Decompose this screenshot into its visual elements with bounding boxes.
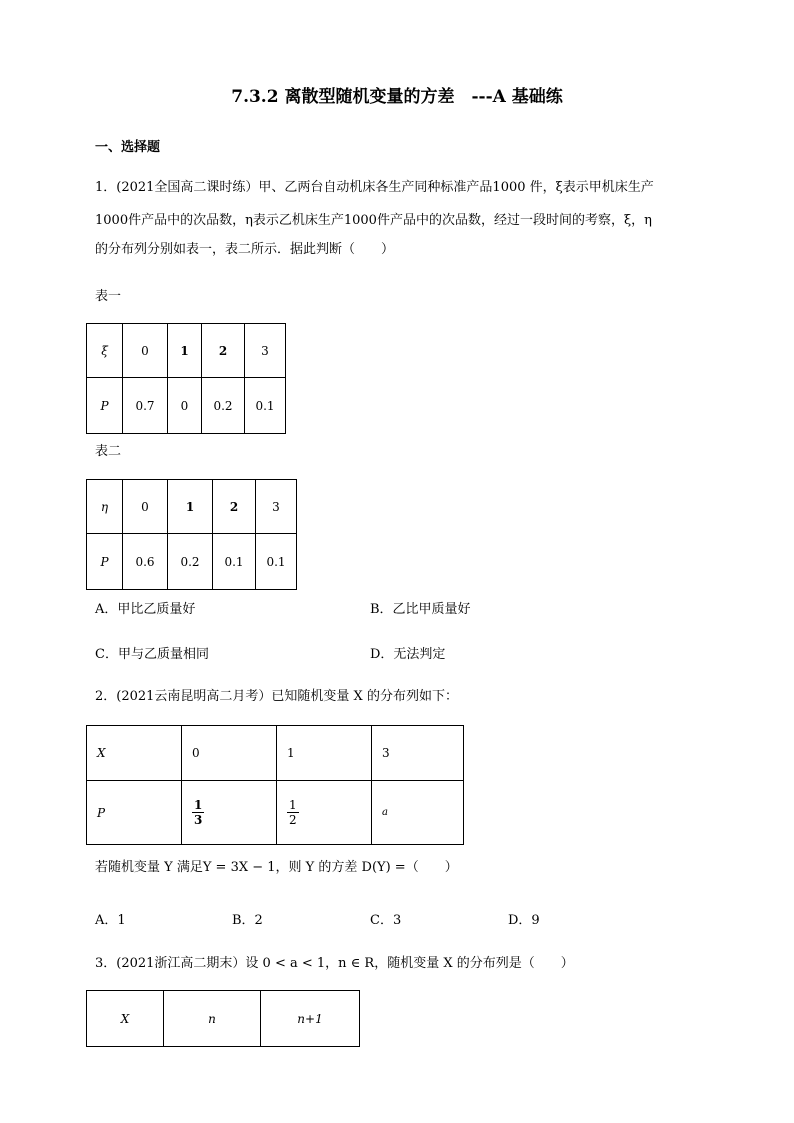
- q1-option-c[interactable]: C．甲与乙质量相同: [95, 647, 209, 662]
- table3-x0: 0: [182, 726, 277, 781]
- q2-option-b[interactable]: B．2: [232, 913, 263, 928]
- fraction-one-third: $\frac{1}{3}$: [194, 798, 203, 827]
- table4: [86, 990, 360, 1047]
- q1-line3: 的分布列分别如表一，表二所示．据此判断（ ）: [95, 242, 395, 257]
- table4-x0: n: [164, 991, 261, 1047]
- table2-x1: 1: [168, 480, 213, 534]
- table3-p2: a: [372, 781, 464, 845]
- q2-option-a[interactable]: A．1: [95, 913, 126, 928]
- table2-p2: 0.1: [213, 534, 256, 590]
- section-heading: 一、选择题: [95, 140, 161, 155]
- table1-x3: 3: [245, 324, 286, 378]
- q2-option-d[interactable]: D．9: [508, 913, 540, 928]
- table1-caption: 表一: [95, 289, 122, 304]
- table1-p-label: P: [87, 378, 123, 434]
- q1-line1: 1．(2021全国高二课时练）甲、乙两台自动机床各生产同种标准产品1000 件，ξ表示甲机床生产: [95, 180, 654, 195]
- table2-x2: 2: [213, 480, 256, 534]
- q1-option-a[interactable]: A．甲比乙质量好: [95, 602, 196, 617]
- table3-p0: [182, 781, 277, 845]
- table1-x2: 2: [202, 324, 245, 378]
- table2-p1: 0.2: [168, 534, 213, 590]
- table1-x1: 1: [168, 324, 202, 378]
- table3-p1: [277, 781, 372, 845]
- table3-x2: 3: [372, 726, 464, 781]
- table2-caption: 表二: [95, 444, 122, 459]
- table3-x1: 1: [277, 726, 372, 781]
- q2-option-c[interactable]: C．3: [370, 913, 402, 928]
- table1-p2: 0.2: [202, 378, 245, 434]
- table2-p-label: P: [87, 534, 123, 590]
- table1: [86, 323, 286, 434]
- table2-x3: 3: [256, 480, 297, 534]
- table2-var: η: [87, 480, 123, 534]
- table1-x0: 0: [123, 324, 168, 378]
- fraction-one-half: $\frac{1}{2}$: [289, 798, 297, 827]
- table1-var: ξ: [87, 324, 123, 378]
- table2-x0: 0: [123, 480, 168, 534]
- page-title: 7.3.2 离散型随机变量的方差 ---A 基础练: [231, 87, 563, 107]
- table3-var: X: [87, 726, 182, 781]
- table1-p1: 0: [168, 378, 202, 434]
- q1-option-d[interactable]: D．无法判定: [370, 647, 446, 662]
- q1-option-b[interactable]: B．乙比甲质量好: [370, 602, 471, 617]
- table2-p0: 0.6: [123, 534, 168, 590]
- table1-p0: 0.7: [123, 378, 168, 434]
- table3-p-label: P: [87, 781, 182, 845]
- q2-stem: 2．(2021云南昆明高二月考）已知随机变量 X 的分布列如下：: [95, 689, 458, 704]
- q1-line2: 1000件产品中的次品数，η表示乙机床生产1000件产品中的次品数，经过一段时间的考察，ξ，η: [95, 213, 652, 228]
- table4-x1: n+1: [261, 991, 360, 1047]
- table1-p3: 0.1: [245, 378, 286, 434]
- table2-p3: 0.1: [256, 534, 297, 590]
- q2-question: 若随机变量 Y 满足Y = 3X − 1，则 Y 的方差 D(Y) =（ ）: [95, 860, 458, 875]
- table2: [86, 479, 297, 590]
- table4-var: X: [87, 991, 164, 1047]
- table3: [86, 725, 464, 845]
- q3-stem: 3．(2021浙江高二期末）设 0 < a < 1，n ∈ R，随机变量 X 的分布列是（ ）: [95, 956, 574, 971]
